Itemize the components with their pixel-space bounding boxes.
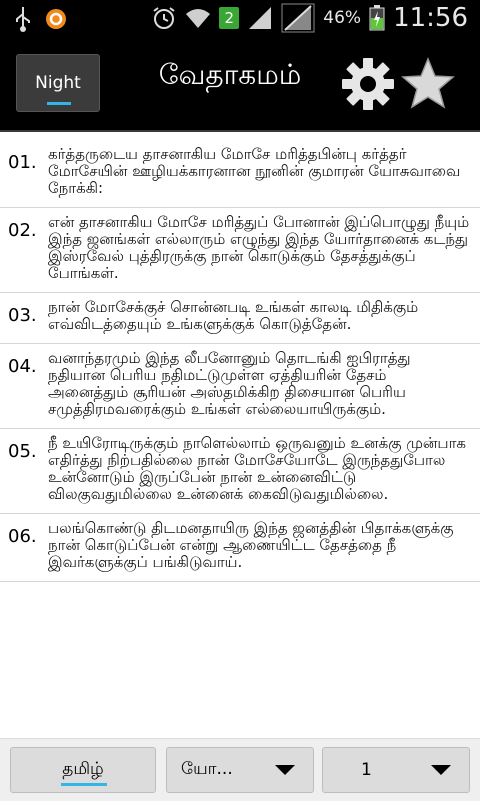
- clock: 11:56: [393, 3, 468, 33]
- night-mode-button[interactable]: [16, 54, 100, 112]
- signal-icon: [247, 5, 273, 31]
- chevron-down-icon: [431, 765, 451, 775]
- verse-text: வனாந்தரமும் இந்த லீபனோனும் தொடங்கி ஐபிராத்து நதியான பெரிய நதிமட்டுமுள்ள ஏத்தியரின் தேசம் அனைத்தும் சூரியன் அஸ்தமிக்கிற திசையான பெரிய சமுத்திரமவரைக்கும் உங்கள் எல்லையாயிருக்கும்.: [48, 349, 411, 418]
- chevron-down-icon: [275, 765, 295, 775]
- night-indicator: [47, 102, 71, 105]
- status-bar: [0, 0, 480, 38]
- chapter-label: 1: [361, 760, 372, 780]
- action-bar: [0, 38, 480, 132]
- star-icon[interactable]: [400, 56, 456, 112]
- language-button[interactable]: [10, 747, 156, 793]
- verse-number: 03.: [8, 305, 37, 326]
- verse-row[interactable]: [0, 208, 480, 293]
- verse-text: என் தாசனாகிய மோசே மரித்துப் போனான் இப்பொழுது நீயும் இந்த ஜனங்கள் எல்லாரும் எழுந்து இந்த யோர்தானைக் கடந்து இஸ்ரவேல் புத்திரருக்கு நான் கொடுக்கும் தேசத்துக்குப் போங்கள்.: [48, 213, 470, 282]
- sim-badge: 2: [219, 7, 239, 29]
- battery-percent: 46%: [323, 8, 362, 28]
- verse-number: 01.: [8, 152, 37, 173]
- sync-icon: [44, 7, 68, 31]
- verse-number: 05.: [8, 441, 37, 462]
- usb-icon: [14, 6, 32, 32]
- book-select[interactable]: [166, 747, 314, 793]
- verse-text: நான் மோசேக்குச் சொன்னபடி உங்கள் காலடி மிதிக்கும் எவ்விடத்தையும் உங்களுக்குக் கொடுத்தேன்.: [48, 298, 419, 333]
- verse-number: 04.: [8, 356, 37, 377]
- signal-icon-2: [281, 3, 315, 33]
- gear-icon[interactable]: [340, 56, 396, 112]
- verse-row[interactable]: [0, 344, 480, 429]
- verse-row[interactable]: [0, 140, 480, 208]
- night-label: Night: [35, 73, 81, 93]
- book-label: யோ...: [181, 759, 233, 779]
- verse-number: 02.: [8, 220, 37, 241]
- verse-text: நீ உயிரோடிருக்கும் நாளெல்லாம் ஒருவனும் உனக்கு முன்பாக எதிர்த்து நிற்பதில்லை நான் மோசேயோடே இருந்ததுபோல உன்னோடும் இருப்பேன் நான் உன்னைவிட்டு விலகுவதுமில்லை உன்னைக் கைவிடுவதுமில்லை.: [48, 434, 467, 503]
- chapter-select[interactable]: [322, 747, 470, 793]
- verse-row[interactable]: [0, 429, 480, 514]
- bottom-bar: [0, 738, 480, 801]
- alarm-icon: [151, 5, 177, 31]
- verse-text: கர்த்தருடைய தாசனாகிய மோசே மரித்தபின்பு கர்த்தர் மோசேயின் ஊழியக்காரனான நூனின் குமாரன் யோசுவாவை நோக்கி:: [48, 145, 461, 197]
- verse-text: பலங்கொண்டு திடமனதாயிரு இந்த ஜனத்தின் பிதாக்களுக்கு நான் கொடுப்பேன் என்று ஆணையிட்ட தேசத்தை நீ இவர்களுக்குப் பங்கிடுவாய்.: [48, 519, 454, 571]
- verse-row[interactable]: [0, 293, 480, 344]
- wifi-icon: [185, 6, 211, 30]
- language-label: தமிழ்: [62, 759, 104, 779]
- verse-number: 06.: [8, 526, 37, 547]
- language-indicator: [61, 783, 107, 786]
- app-title: வேதாகமம்: [158, 58, 302, 91]
- verse-row[interactable]: [0, 514, 480, 582]
- verse-list[interactable]: [0, 140, 480, 730]
- battery-icon: [369, 5, 385, 31]
